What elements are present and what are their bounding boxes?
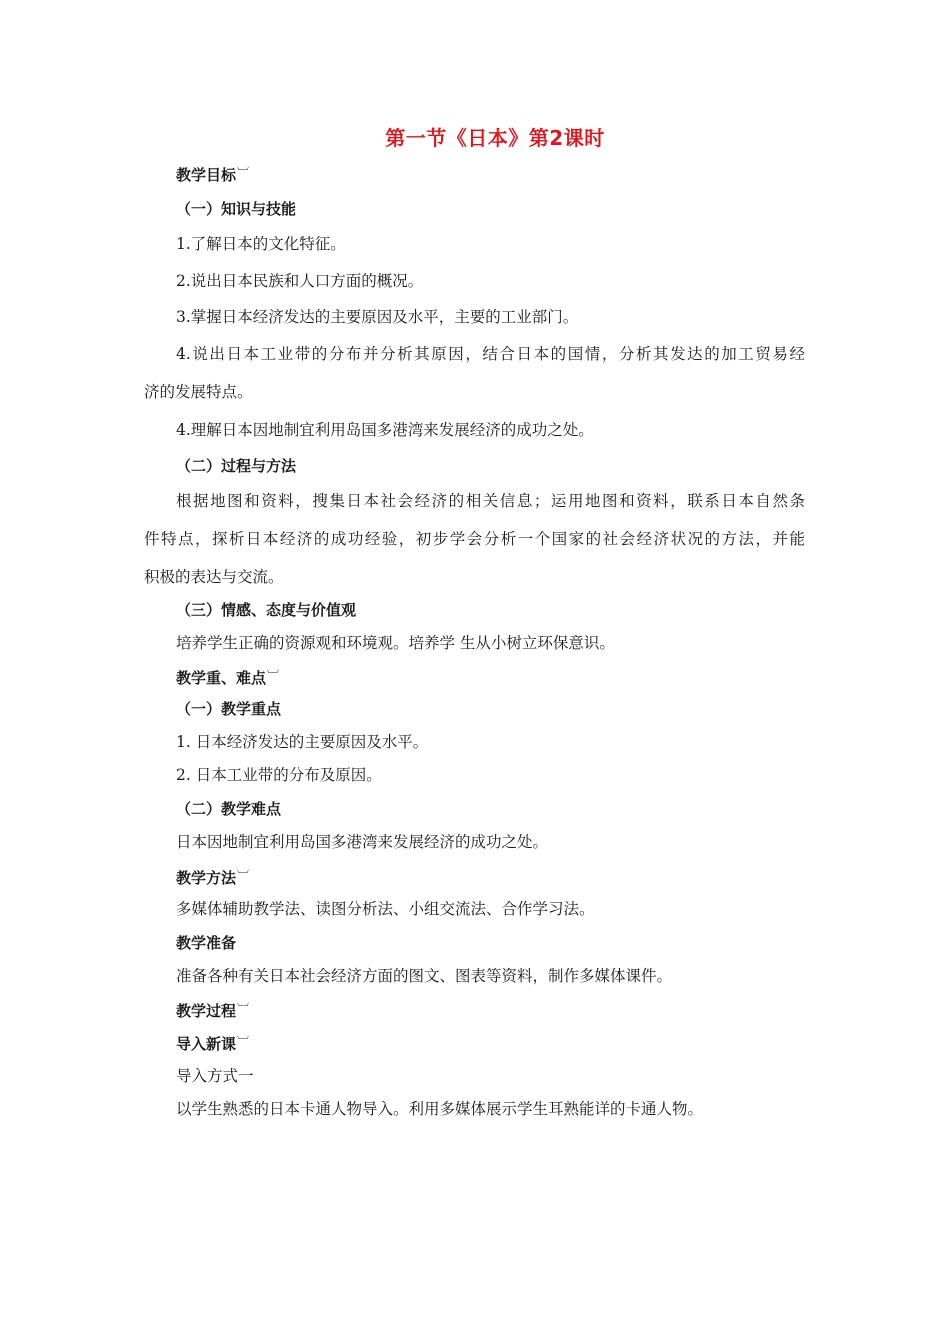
list-item: 4.说出日本工业带的分布并分析其原因，结合日本的国情，分析其发达的加工贸易经	[176, 345, 805, 363]
section-heading-objectives: 教学目标︺	[176, 166, 250, 184]
paragraph-line: 根据地图和资料，搜集日本社会经济的相关信息；运用地图和资料，联系日本自然条	[176, 492, 805, 510]
heading-mark: ︺	[237, 166, 250, 180]
heading-mark: ︺	[237, 1002, 250, 1016]
paragraph-line: 多媒体辅助教学法、读图分析法、小组交流法、合作学习法。	[176, 900, 595, 918]
subheading-process-methods: （二）过程与方法	[176, 457, 297, 475]
document-title: 第一节《日本》第2课时	[385, 126, 605, 150]
paragraph-line: 准备各种有关日本社会经济方面的图文、图表等资料，制作多媒体课件。	[176, 967, 673, 985]
paragraph-line: 日本因地制宜利用岛国多港湾来发展经济的成功之处。	[176, 833, 549, 851]
subheading-difficulty: （二）教学难点	[176, 800, 282, 818]
paragraph-line: 以学生熟悉的日本卡通人物导入。利用多媒体展示学生耳熟能详的卡通人物。	[176, 1100, 704, 1118]
subheading-values: （三）情感、态度与价值观	[176, 601, 357, 619]
heading-mark: ︺	[237, 869, 250, 883]
section-heading-methods: 教学方法︺	[176, 869, 250, 887]
heading-mark: ︺	[237, 1035, 250, 1049]
subheading-intro: 导入新课︺	[176, 1035, 250, 1053]
section-heading-key-points: 教学重、难点︺	[176, 669, 280, 687]
paragraph-line: 导入方式一	[176, 1067, 254, 1085]
list-item: 4.理解日本因地制宜利用岛国多港湾来发展经济的成功之处。	[176, 421, 594, 439]
heading-mark: ︺	[267, 669, 280, 683]
paragraph-line: 积极的表达与交流。	[144, 568, 284, 586]
section-heading-preparation: 教学准备	[176, 934, 237, 952]
subheading-focus: （一）教学重点	[176, 700, 282, 718]
list-item: 2. 日本工业带的分布及原因。	[176, 766, 382, 784]
list-item: 2.说出日本民族和人口方面的概况。	[176, 272, 424, 290]
list-item: 1.了解日本的文化特征。	[176, 235, 346, 253]
list-item-continuation: 济的发展特点。	[144, 383, 253, 401]
list-item: 1. 日本经济发达的主要原因及水平。	[176, 733, 429, 751]
list-item: 3.掌握日本经济发达的主要原因及水平，主要的工业部门。	[176, 308, 579, 326]
subheading-knowledge: （一）知识与技能	[176, 200, 297, 218]
section-heading-process: 教学过程︺	[176, 1002, 250, 1020]
paragraph-line: 培养学生正确的资源观和环境观。培养学 生从小树立环保意识。	[176, 634, 615, 652]
paragraph-line: 件特点，探析日本经济的成功经验，初步学会分析一个国家的社会经济状况的方法，并能	[144, 530, 805, 548]
